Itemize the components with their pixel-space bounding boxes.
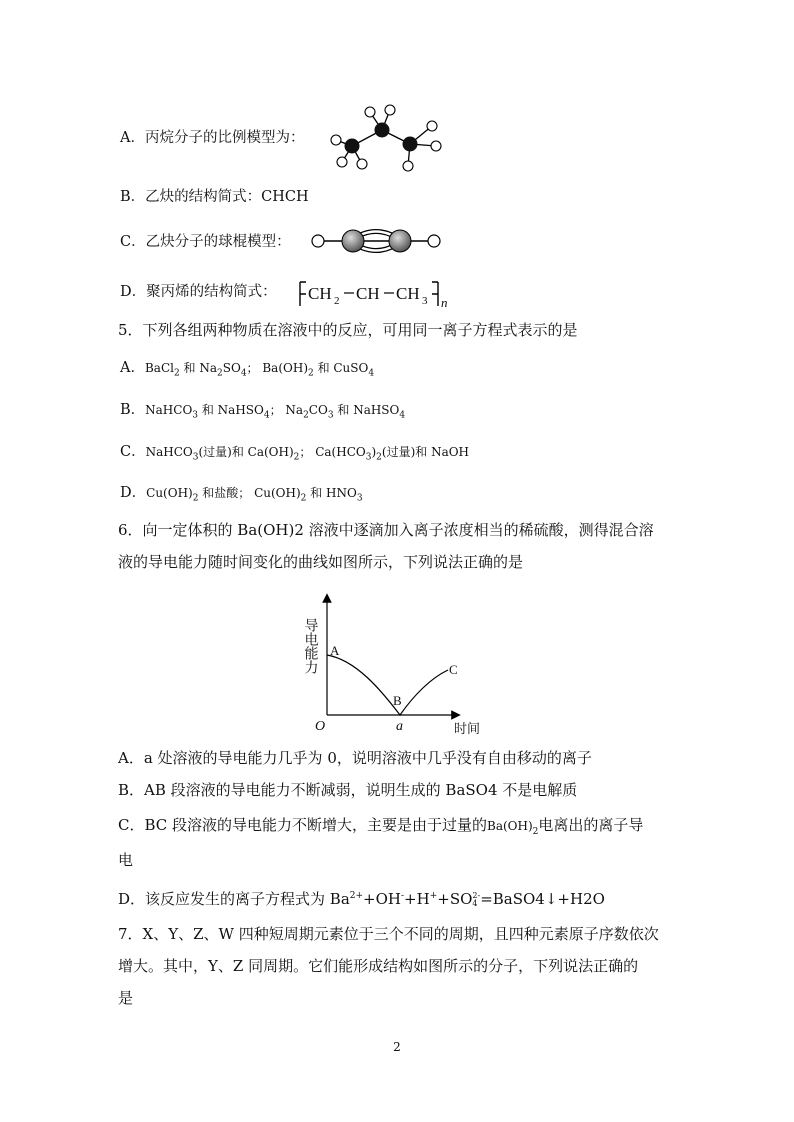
chem-sub: 2 — [308, 368, 314, 379]
chem: 和 CuSO — [313, 361, 369, 375]
x-mark-label: a — [396, 719, 403, 734]
chem: 和 Na — [179, 361, 218, 375]
chem-sup: 2+ — [349, 891, 364, 901]
chem: SO — [222, 361, 241, 375]
option-label: C． — [120, 444, 146, 460]
q6-stem-line2: 液的导电能力随时间变化的曲线如图所示，下列说法正确的是 — [118, 553, 524, 571]
q7-line1: 7．X、Y、Z、W 四种短周期元素位于三个不同的周期，且四种元素原子序数依次 — [118, 925, 659, 943]
chem-sub: 4 — [399, 410, 406, 421]
chem: NaHCO — [145, 445, 193, 459]
propane-model-figure — [322, 100, 447, 175]
chem-sub: 2 — [303, 410, 309, 421]
option-label: A． — [120, 360, 145, 376]
chem-sub: 2 — [173, 368, 180, 379]
chem: CO — [308, 403, 328, 417]
ch-text: CH — [356, 284, 380, 303]
point-c-label: C — [449, 662, 458, 677]
chem-sup: 2- — [472, 891, 481, 900]
conductivity-curve — [327, 655, 448, 715]
point-b-label: B — [393, 693, 402, 708]
q4-option-a — [120, 128, 304, 148]
chem: 和 HNO — [306, 486, 357, 500]
chem-sub: 2 — [376, 452, 382, 463]
chem-sub: 3 — [356, 493, 363, 504]
q7-line2: 增大。其中，Y、Z 同周期。它们能形成结构如图所示的分子，下列说法正确的 — [118, 957, 639, 975]
chem-sub: 3 — [327, 410, 334, 421]
option-text: D．该反应发生的离子方程式为 Ba — [118, 890, 350, 908]
chem: NaHCO — [145, 403, 193, 417]
chem: BaCl — [144, 361, 174, 375]
chem-sub: 4 — [472, 899, 478, 908]
chem: +H — [404, 890, 430, 908]
chem-sub: 4 — [263, 410, 270, 421]
chem-sub: 2 — [293, 452, 300, 463]
q4-option-c-text: C．乙炔分子的球棍模型： — [120, 234, 291, 250]
q6-option-c-cont: 电 — [118, 851, 134, 869]
option-label: B． — [120, 402, 146, 418]
ch3-sub: 3 — [422, 295, 428, 307]
q4-option-b-text: B．乙炔的结构简式：CHCH — [120, 189, 309, 205]
q4-option-b — [120, 187, 309, 207]
chem: 和 NaHSO — [198, 403, 264, 417]
polymer-n: n — [441, 295, 448, 310]
q5-option-c — [120, 442, 469, 467]
chem: Ba(OH) — [487, 819, 533, 833]
chem: (过量)和 Ca(OH) — [198, 445, 294, 459]
ch3-text: CH — [396, 284, 420, 303]
q4-option-a-text: A．丙烷分子的比例模型为： — [120, 130, 305, 146]
q4-option-d — [120, 282, 277, 302]
ch2-sub: 2 — [334, 295, 340, 307]
q6-stem-line1: 6．向一定体积的 Ba(OH)2 溶液中逐滴加入离子浓度相当的稀硫酸，测得混合溶 — [118, 521, 654, 539]
chem-sup: - — [401, 891, 405, 901]
option-label: D． — [120, 485, 147, 501]
chem-sub: 4 — [240, 368, 247, 379]
chem-sub: 3 — [192, 410, 199, 421]
chem-sub: 2 — [532, 827, 539, 837]
chem: +OH — [363, 890, 401, 908]
x-axis-label: 时间 — [454, 721, 481, 736]
chem-sub: 4 — [368, 368, 375, 379]
chem-sup: + — [429, 891, 438, 901]
q5-option-a — [120, 358, 374, 383]
chem: 和盐酸； Cu(OH) — [198, 486, 301, 500]
origin-label: O — [315, 719, 326, 734]
chem: ； Ba(OH) — [246, 361, 309, 375]
q6-option-c — [118, 815, 643, 842]
chem-sub: 2 — [300, 493, 307, 504]
q4-option-d-text: D．聚丙烯的结构简式： — [120, 284, 277, 300]
q5-option-d — [120, 483, 363, 508]
chem: ； Na — [269, 403, 304, 417]
chem: Cu(OH) — [146, 486, 193, 500]
q6-option-a: A．a 处溶液的导电能力几乎为 0，说明溶液中几乎没有自由移动的离子 — [118, 749, 592, 767]
chem: +SO — [437, 890, 473, 908]
point-a-label: A — [330, 643, 340, 658]
q7-line3: 是 — [118, 989, 134, 1007]
y-axis-label: 导电能力 — [302, 618, 318, 674]
chem: ； Ca(HCO — [299, 445, 366, 459]
q6-option-d — [118, 886, 605, 909]
chem: (过量)和 NaOH — [381, 445, 470, 459]
chem: =BaSO4↓+H2O — [480, 890, 605, 908]
q5-stem: 5．下列各组两种物质在溶液中的反应，可用同一离子方程式表示的是 — [118, 321, 578, 339]
chem-sub: 3 — [365, 452, 372, 463]
q6-option-b: B．AB 段溶液的导电能力不断减弱，说明生成的 BaSO4 不是电解质 — [118, 781, 578, 799]
chem-sub: 3 — [192, 452, 199, 463]
acetylene-ball-stick-figure — [308, 222, 448, 260]
chem: 和 NaHSO — [333, 403, 400, 417]
conductivity-chart — [296, 590, 496, 740]
chem: ) — [371, 445, 377, 459]
polypropylene-formula — [292, 278, 482, 310]
option-text: C．BC 段溶液的导电能力不断增大，主要是由于过量的 — [118, 816, 488, 834]
q5-option-b — [120, 400, 405, 425]
q4-option-c — [120, 232, 291, 252]
option-text: 电离出的离子导 — [538, 816, 644, 834]
chem-sub: 2 — [217, 368, 223, 379]
chem-sub: 2 — [192, 493, 199, 504]
page-number: 2 — [393, 1040, 401, 1054]
ch2-text: CH — [308, 284, 332, 303]
